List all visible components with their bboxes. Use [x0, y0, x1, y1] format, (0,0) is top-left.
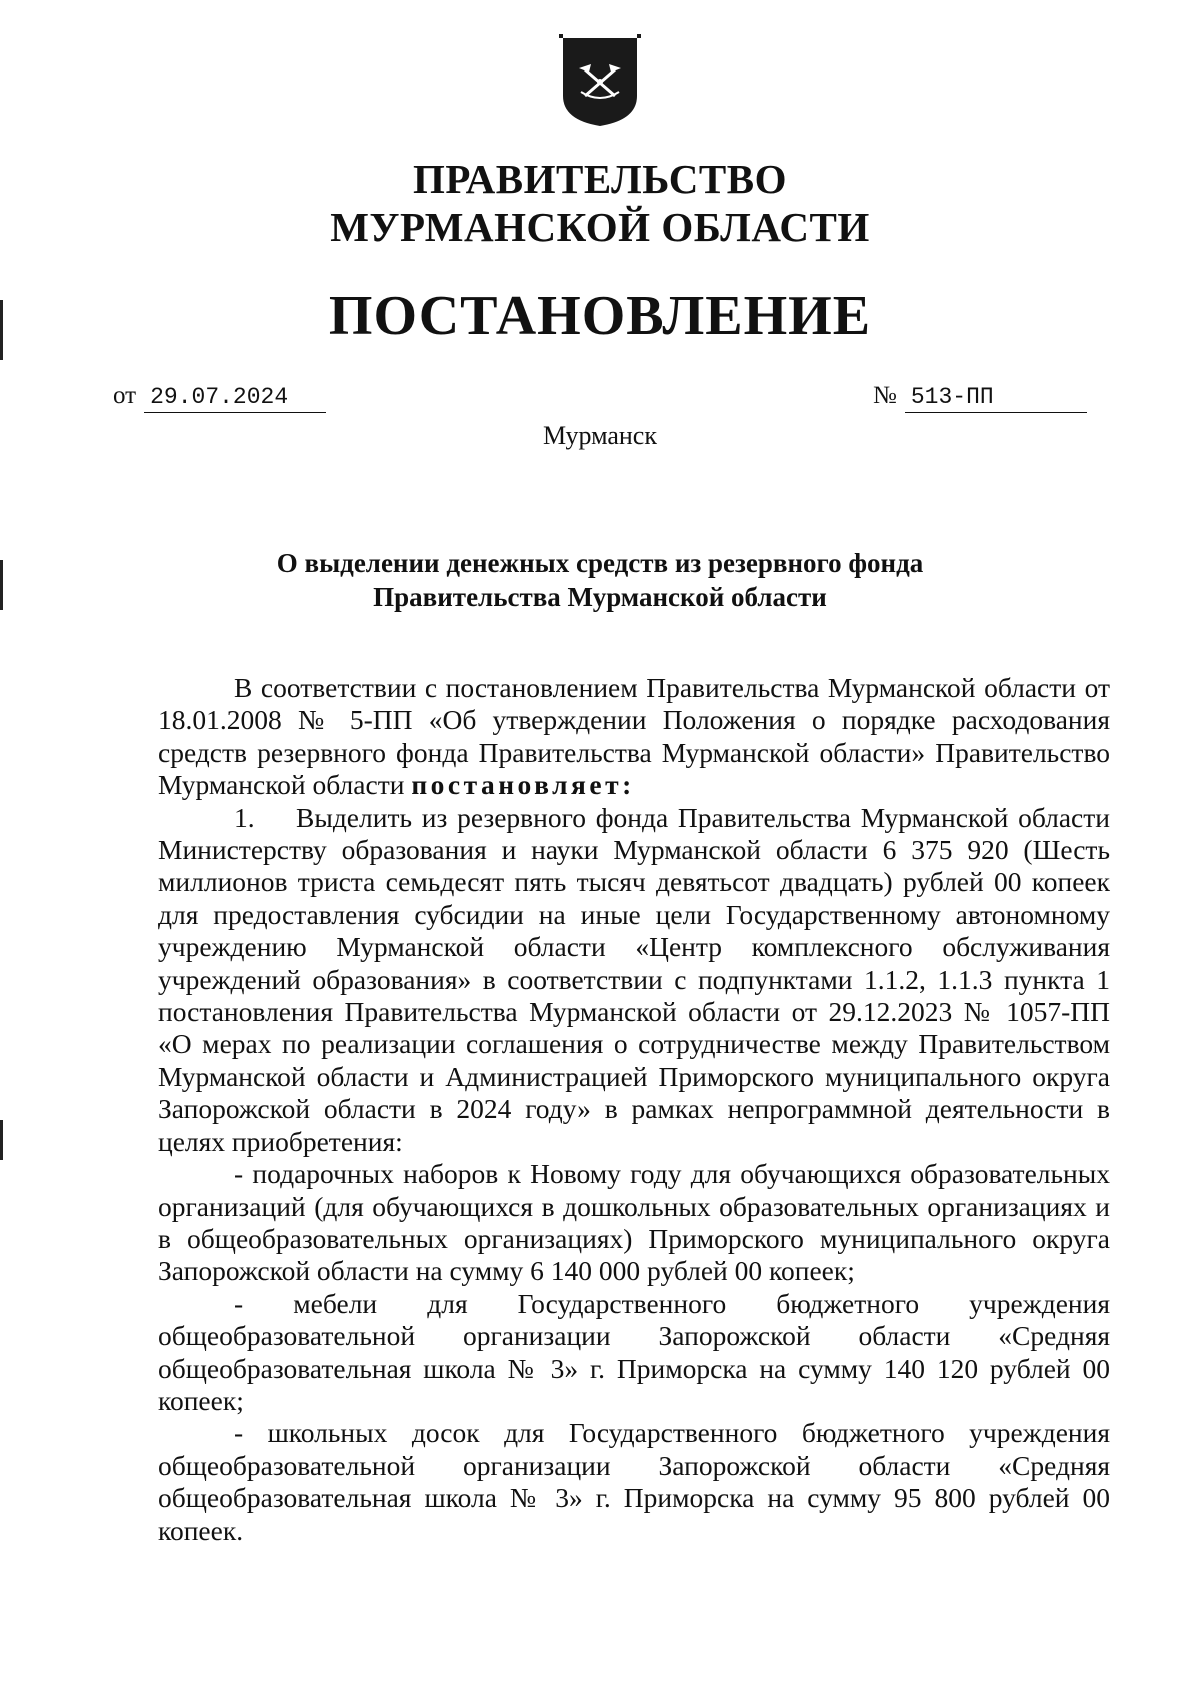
subject-line2: Правительства Мурманской области	[373, 582, 827, 612]
issue-city: Мурманск	[543, 421, 657, 450]
document-number: 513-ПП	[905, 382, 1087, 413]
government-name-line1: ПРАВИТЕЛЬСТВО	[412, 156, 788, 202]
bullet-paragraph: - мебели для Государственного бюджетного учреждения общеобразовательной организации Запорожской области «Средняя общеобразовательная школа № 3» г. Приморска на сумму 140 120 рублей 00 копеек;	[158, 1287, 1110, 1416]
bullet-paragraph: - подарочных наборов к Новому году для обучающихся образовательных организаций (для обучающихся в дошкольных образовательных организациях и в общеобразовательных организациях) Приморского муниципального округа Запорожской области на сумму 6 140 000 рублей 00 копеек;	[158, 1158, 1110, 1287]
government-name-line2: МУРМАНСКОЙ ОБЛАСТИ	[330, 204, 870, 250]
document-date-row	[113, 381, 326, 413]
bullet-paragraph: - школьных досок для Государственного бюджетного учреждения общеобразовательной организации Запорожской области «Средняя общеобразовательная школа № 3» г. Приморска на сумму 95 800 рублей 00 копеек.	[158, 1417, 1110, 1546]
date-prefix: от	[113, 382, 137, 409]
document-number-row	[873, 381, 1087, 413]
document-type-title: ПОСТАНОВЛЕНИЕ	[328, 285, 872, 347]
document-subject	[0, 546, 1200, 614]
decree-word: постановляет:	[411, 769, 635, 801]
item-1-text: Выделить из резервного фонда Правительства Мурманской области Министерству образования и науки Мурманской области 6 375 920 (Шесть миллионов триста семьдесят пять тысяч девятьсот двадцать) рублей 00 копеек для предоставления субсидии на иные цели Государственному автономному учреждению Мурманской области «Центр комплексного обслуживания учреждений образования» в соответствии с подпунктами 1.1.2, 1.1.3 пункта 1 постановления Правительства Мурманской области от 29.12.2023 № 1057-ПП «О мерах по реализации соглашения о сотрудничестве между Правительством Мурманской области и Администрацией Приморского муниципального округа Запорожской области в 2024 году» в рамках непрограммной деятельности в целях приобретения:	[158, 801, 1110, 1157]
scan-edge-mark	[0, 1120, 3, 1160]
item-1-paragraph	[158, 802, 1110, 1158]
intro-paragraph	[158, 672, 1110, 802]
document-body	[158, 672, 1110, 1547]
document-date: 29.07.2024	[144, 382, 326, 413]
item-1-number: 1.	[234, 801, 255, 833]
coat-of-arms-icon	[559, 34, 641, 128]
subject-line1: О выделении денежных средств из резервного фонда	[276, 548, 924, 578]
number-prefix: №	[873, 382, 897, 409]
intro-text: В соответствии с постановлением Правительства Мурманской области от 18.01.2008 № 5-ПП «Об утверждении Положения о порядке расходования средств резервного фонда Правительства Мурманской области» Правительство Мурманской области	[158, 672, 1110, 801]
